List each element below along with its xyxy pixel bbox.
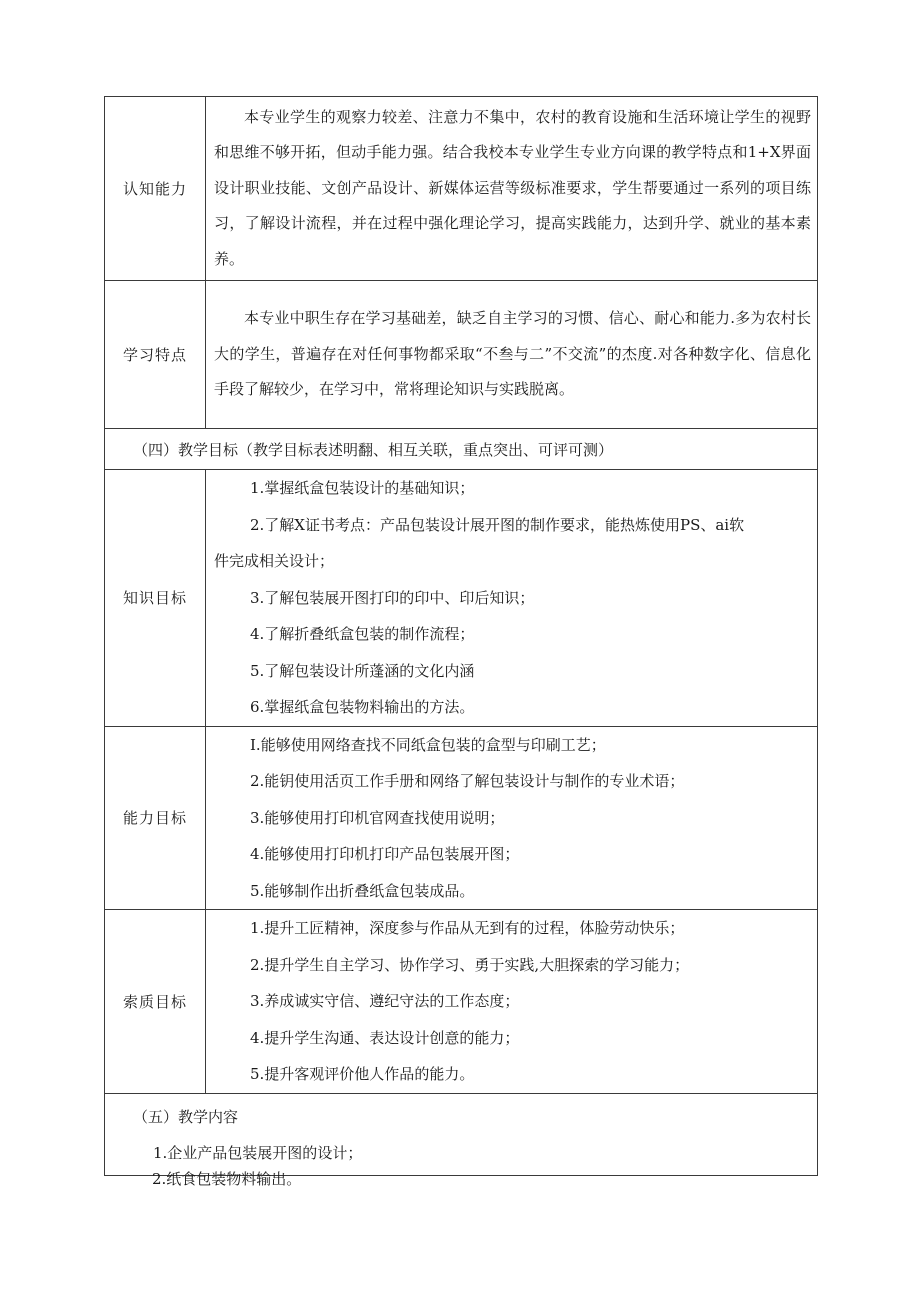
- ability-item: 3.能够使用打印机官网查找使用说明；: [250, 808, 505, 827]
- row-section4: [105, 429, 818, 470]
- knowledge-item: 6.掌握纸盒包装物料输出的方法。: [250, 698, 475, 716]
- row-content-knowledge: [206, 470, 818, 727]
- knowledge-item: 2.了解X证书考点：产品包装设计展开图的制作要求，能热炼使用PS、ai软: [250, 515, 745, 534]
- quality-item: 1.提升工匠精神，深度参与作品从无到有的过程，体脸劳动快乐；: [250, 919, 685, 938]
- knowledge-item: 4.了解折叠纸盒包装的制作流程；: [250, 625, 475, 643]
- quality-item: 4.提升学生沟通、表达设计创意的能力；: [250, 1028, 520, 1047]
- row-label-cognition: 认知能力: [105, 97, 206, 281]
- row-content-learning: [206, 281, 818, 429]
- row-quality: [105, 910, 818, 1094]
- row-learning: [105, 281, 818, 429]
- section5-cell: [105, 1094, 818, 1176]
- row-ability: [105, 726, 818, 910]
- ability-item: 5.能够制作出折叠纸盒包装成品。: [250, 881, 475, 900]
- lesson-plan-table: [104, 96, 818, 1176]
- quality-item: 3.养成诚实守信、遵纪守法的工作态度；: [250, 992, 520, 1011]
- section4-heading: （四）教学目标（教学目标表述明翻、相互关联，重点突出、可评可测）: [105, 429, 818, 470]
- row-section5: [105, 1094, 818, 1176]
- learning-text: 本专业中职生存在学习基础差，缺乏自主学习的习惯、信心、耐心和能力.多为农村长大的学生，普遍存在对任何事物都采取“不叁与二”不交流”的杰度.对各种数字化、信息化手段了解较少，在学习中，常将理论知识与实践脱离。: [214, 309, 811, 399]
- row-content-cognition: [206, 97, 818, 281]
- knowledge-item: 5.了解包装设计所蓬涵的文化内涵: [250, 661, 475, 680]
- row-content-quality: [206, 910, 818, 1094]
- ability-item: I.能够使用网络查找不同纸盒包装的盒型与印刷工艺；: [250, 735, 606, 754]
- row-label-ability: 能力目标: [105, 726, 206, 910]
- section5-item: 1.企业产品包装展开图的设计；: [153, 1143, 363, 1162]
- row-content-ability: [206, 726, 818, 910]
- cognition-text: 本专业学生的观察力较差、注意力不集中，农村的教育设施和生活环境让学生的视野和思维不够开拓，但动手能力强。结合我校本专业学生专业方向课的教学特点和1+X界面设计职业技能、文创产品设计、新媒体运营等级标准要求，学生帮要通过一系列的项目练习，了解设计流程，并在过程中强化理论学习，提高实践能力，达到升学、就业的基本素养。: [214, 107, 811, 268]
- trailing-line: 2.纸食包装物料输出。: [152, 1170, 302, 1188]
- row-label-quality: 索质目标: [105, 910, 206, 1094]
- knowledge-item: 3.了解包装展开图打印的印中、印后知识；: [250, 588, 535, 607]
- ability-item: 2.能钥使用活页工作手册和网络了解包装设计与制作的专业术语；: [250, 772, 685, 790]
- row-knowledge: [105, 470, 818, 727]
- knowledge-item: 1.掌握纸盒包装设计的基础知识；: [250, 479, 475, 497]
- section5-heading: （五）教学内容: [133, 1107, 239, 1126]
- row-label-knowledge: 知识目标: [105, 470, 206, 727]
- knowledge-item: 件完成相关设计；: [214, 552, 335, 570]
- quality-item: 5.提升客观评价他人作品的能力。: [250, 1065, 475, 1084]
- ability-item: 4.能够使用打印机打印产品包装展开图；: [250, 845, 520, 863]
- row-label-learning: 学习特点: [105, 281, 206, 429]
- row-cognition: [105, 97, 818, 281]
- quality-item: 2.提升学生自主学习、协作学习、勇于实践,大胆探索的学习能力；: [250, 955, 690, 974]
